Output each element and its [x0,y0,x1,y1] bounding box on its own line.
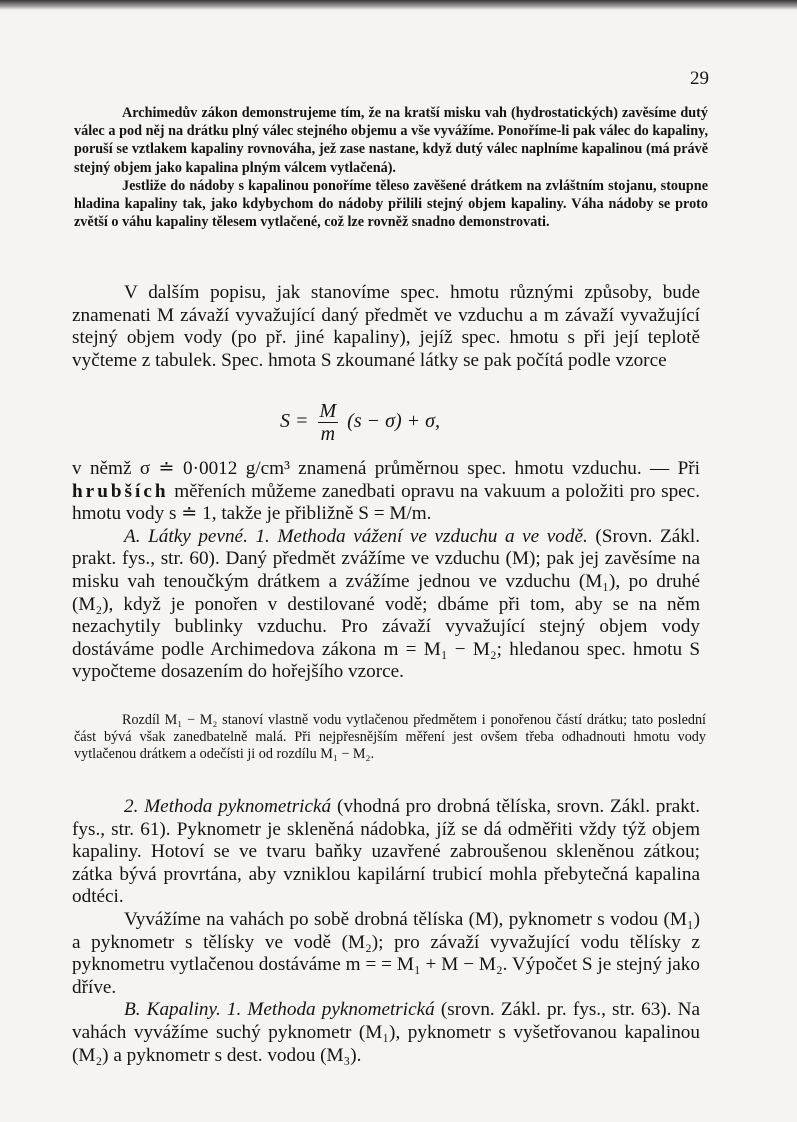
sigma-text: v němž σ ≐ 0·0012 g/cm³ znamená průměrnou spec. hmotu vzduchu. — Při [72,458,700,479]
page-number: 29 [690,68,709,89]
intro-block [72,282,700,372]
small-print-block [74,104,708,231]
method-block [72,796,700,1067]
main-text-block [72,458,700,684]
small-paragraph-vessel: Jestliže do nádoby s kapalinou ponoříme těleso zavěšené drátkem na zvláštním stojanu, stoupne hladina kapaliny tak, jako kdybychom do nádoby přilili stejný objem kapaliny. Váha nádoby se proto zvětší o váhu kapaliny tělesem vytlačené, což lze rovněž snadno demonstrovati. [74,177,708,231]
section-a-heading: A. Látky pevné. 1. Methoda vážení ve vzduchu a ve vodě. [124,525,588,547]
fine-note: Rozdíl M₁ − M₂ stanoví vlastně vodu vytlačenou předmětem i ponořenou částí drátku; tato poslední část bývá však zanedbatelně malá. Při nejpřesnějším měření jest ovšem třeba odhadnouti hmotu vody vytlačenou drátkem a odečísti ji od rozdílu M₁ − M₂. [74,712,706,762]
sigma-spaced-word: hrubších [72,480,169,502]
paragraph-sigma [72,458,700,526]
paragraph-section-a [72,526,700,684]
paragraph-method-2 [72,796,700,909]
fine-note-block [74,712,706,763]
formula-rhs: (s − σ) + σ, [347,410,440,433]
sigma-rest: měřeních můžeme zanedbati opravu na vakuum a položiti pro spec. hmotu vody s ≐ 1, takže je přibližně S = M/m. [72,480,701,525]
formula-lhs: S = [280,410,309,433]
method-2-text: (vhodná pro drobná tělíska, srovn. Zákl. prakt. fys., str. 61). Pyknometr je skleněná nádobka, jíž se dá odměřiti vždy týž objem kapaliny. Hotoví se ve tvaru baňky uzavřené zabroušenou skleněnou zátkou; zátka bývá provrtána, aby vzniklou kapilární trubicí mohla přebytečná kapalina odtéci. [72,796,701,908]
method-2-heading: 2. Methoda pyknometrická [124,796,332,817]
formula-numerator: M [319,400,337,422]
formula-fraction [318,400,339,445]
paragraph-method-2-weighing: Vyvážíme na vahách po sobě drobná tělíska (M), pyknometr s vodou (M₁) a pyknometr s tělísky ve vodě (M₂); pro závaží vyvažující vodu tělísky z pyknometru vytlačenou dostáváme m = = M₁ + M − M₂. Výpočet S je stejný jako dříve. [72,908,700,998]
scan-edge [0,0,797,10]
paragraph-section-b [72,999,700,1067]
formula [280,400,520,450]
section-b-text: (srovn. Zákl. pr. fys., str. 63). Na vahách vyvážíme suchý pyknometr (M₁), pyknometr s vyšetřovanou kapalinou (M₂) a pyknometr s dest. vodou (M₃). [72,999,700,1066]
formula-denominator: m [320,423,336,445]
paragraph-intro: V dalším popisu, jak stanovíme spec. hmotu různými způsoby, bude znamenati M závaží vyvažující daný předmět ve vzduchu a m závaží vyvažující stejný objem vody (po př. jiné kapaliny), jejíž spec. hmotu s při její teplotě vyčteme z tabulek. Spec. hmota S zkoumané látky se pak počítá podle vzorce [72,282,700,371]
section-b-heading: B. Kapaliny. 1. Methoda pyknometrická [124,999,435,1021]
small-paragraph-archimedes: Archimedův zákon demonstrujeme tím, že na kratší misku vah (hydrostatických) zavěsíme dutý válec a pod něj na drátku plný válec stejného objemu a vše vyvážíme. Ponoříme-li pak válec do kapaliny, poruší se vztlakem kapaliny rovnováha, jež zase nastane, když dutý válec naplníme kapalinou (má právě stejný objem jako kapalina plným válcem vytlačená). [74,105,708,176]
section-a-text: (Srovn. Zákl. prakt. fys., str. 60). Daný předmět zvážíme ve vzduchu (M); pak jej zavěsíme na misku vah tenoučkým drátkem a zvážíme jednou ve vzduchu (M₁), po druhé (M₂), když je ponořen v destilované vodě; dbáme při tom, aby se na něm nezachytily bublinky vzduchu. Pro závaží vyvažující stejný objem vody dostáváme podle Archimedova zákona m = M₁ − M₂; hledanou spec. hmotu S vypočteme dosazením do hořejšího vzorce. [72,525,700,683]
